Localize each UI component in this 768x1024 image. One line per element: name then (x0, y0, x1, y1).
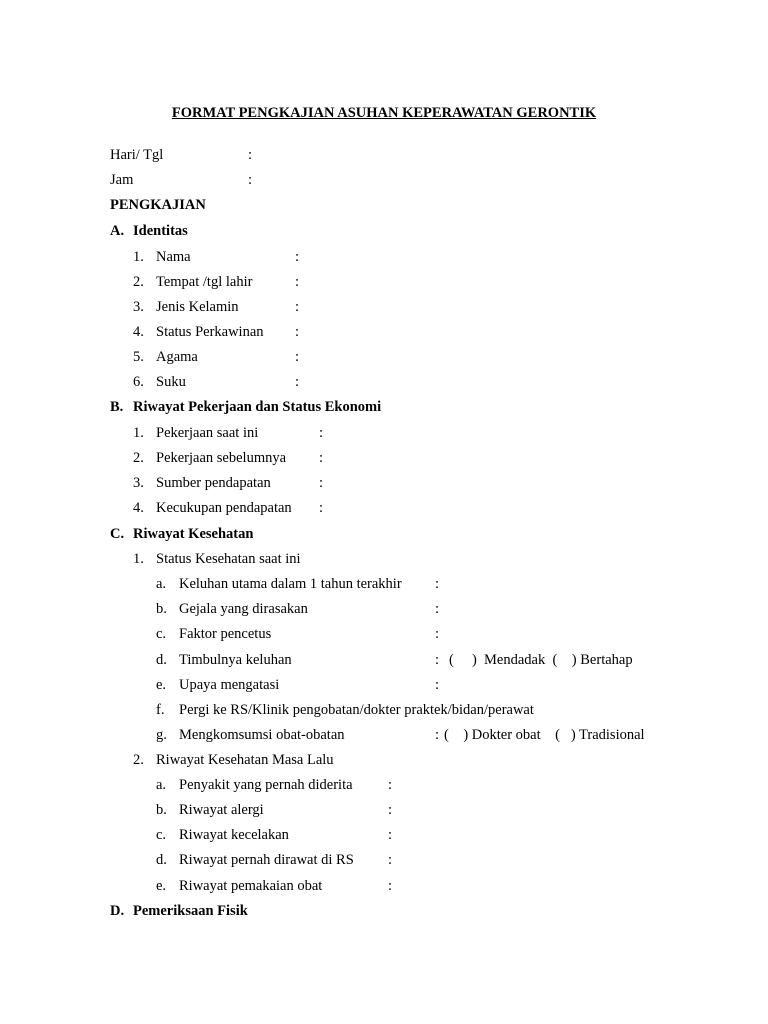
field-colon: : (295, 324, 300, 340)
list-letter: b. (156, 601, 167, 617)
field-label: Riwayat kecelakan (179, 827, 289, 843)
list-letter: a. (156, 777, 167, 793)
field-label: Faktor pencetus (179, 626, 272, 642)
list-num: 1. (133, 551, 144, 567)
field-label: Riwayat pernah dirawat di RS (179, 852, 354, 868)
list-num: 4. (133, 324, 144, 340)
list-letter: d. (156, 852, 167, 868)
field-colon-jam: : (248, 172, 253, 188)
section-d-letter: D. (110, 903, 125, 919)
field-colon: : (295, 249, 300, 265)
field-label: Suku (156, 374, 186, 390)
list-letter: a. (156, 576, 167, 592)
field-colon: : (435, 576, 440, 592)
list-num: 2. (133, 274, 144, 290)
field-label: Gejala yang dirasakan (179, 601, 308, 617)
list-letter: b. (156, 802, 167, 818)
list-num: 6. (133, 374, 144, 390)
list-num: 2. (133, 752, 144, 768)
list-num: 5. (133, 349, 144, 365)
field-label: Mengkomsumsi obat-obatan (179, 727, 345, 743)
field-colon: : (319, 500, 324, 516)
field-label-hari-tgl: Hari/ Tgl (110, 147, 164, 163)
field-label: Status Perkawinan (156, 324, 264, 340)
list-letter: f. (156, 702, 165, 718)
section-c-title: Riwayat Kesehatan (133, 526, 254, 542)
field-label: Jenis Kelamin (156, 299, 239, 315)
section-a-title: Identitas (133, 223, 188, 239)
subsection-label: Status Kesehatan saat ini (156, 551, 301, 567)
field-colon: : (388, 827, 393, 843)
field-colon: : (388, 878, 393, 894)
list-letter: e. (156, 677, 167, 693)
field-label: Tempat /tgl lahir (156, 274, 253, 290)
field-colon: : (388, 852, 393, 868)
field-colon: : (435, 626, 440, 642)
field-label: Sumber pendapatan (156, 475, 271, 491)
field-label: Riwayat alergi (179, 802, 264, 818)
field-colon: : (319, 450, 324, 466)
list-num: 1. (133, 249, 144, 265)
field-colon: : (435, 677, 440, 693)
field-colon: : (295, 374, 300, 390)
field-label: Upaya mengatasi (179, 677, 280, 693)
field-label: Keluhan utama dalam 1 tahun terakhir (179, 576, 402, 592)
section-a-letter: A. (110, 223, 125, 239)
list-num: 2. (133, 450, 144, 466)
field-label: Pergi ke RS/Klinik pengobatan/dokter praktek/bidan/perawat (179, 702, 534, 718)
field-colon: : (388, 802, 393, 818)
field-colon: : (295, 274, 300, 290)
onset-options: ( ) Mendadak ( ) Bertahap (449, 652, 633, 668)
list-num: 3. (133, 299, 144, 315)
field-colon: : (435, 727, 440, 743)
field-label: Agama (156, 349, 198, 365)
field-colon: : (295, 349, 300, 365)
field-label: Pekerjaan saat ini (156, 425, 259, 441)
list-num: 3. (133, 475, 144, 491)
section-b-letter: B. (110, 399, 124, 415)
field-label: Pekerjaan sebelumnya (156, 450, 287, 466)
field-label: Kecukupan pendapatan (156, 500, 292, 516)
list-letter: e. (156, 878, 167, 894)
section-d-title: Pemeriksaan Fisik (133, 903, 248, 919)
list-letter: g. (156, 727, 167, 743)
document-title: FORMAT PENGKAJIAN ASUHAN KEPERAWATAN GERONTIK (171, 105, 597, 121)
field-colon: : (435, 652, 440, 668)
field-label: Nama (156, 249, 191, 265)
subsection-label: Riwayat Kesehatan Masa Lalu (156, 752, 334, 768)
list-num: 4. (133, 500, 144, 516)
list-letter: c. (156, 827, 167, 843)
list-letter: d. (156, 652, 167, 668)
main-heading: PENGKAJIAN (110, 197, 206, 213)
field-colon: : (435, 601, 440, 617)
field-label: Riwayat pemakaian obat (179, 878, 323, 894)
field-label-jam: Jam (110, 172, 134, 188)
section-c-letter: C. (110, 526, 125, 542)
field-colon-hari-tgl: : (248, 147, 253, 163)
field-colon: : (319, 425, 324, 441)
field-colon: : (295, 299, 300, 315)
field-label: Timbulnya keluhan (179, 652, 292, 668)
field-label: Penyakit yang pernah diderita (179, 777, 353, 793)
medication-options: ( ) Dokter obat ( ) Tradisional (444, 727, 645, 743)
field-colon: : (319, 475, 324, 491)
section-b-title: Riwayat Pekerjaan dan Status Ekonomi (133, 399, 382, 415)
field-colon: : (388, 777, 393, 793)
list-letter: c. (156, 626, 167, 642)
list-num: 1. (133, 425, 144, 441)
